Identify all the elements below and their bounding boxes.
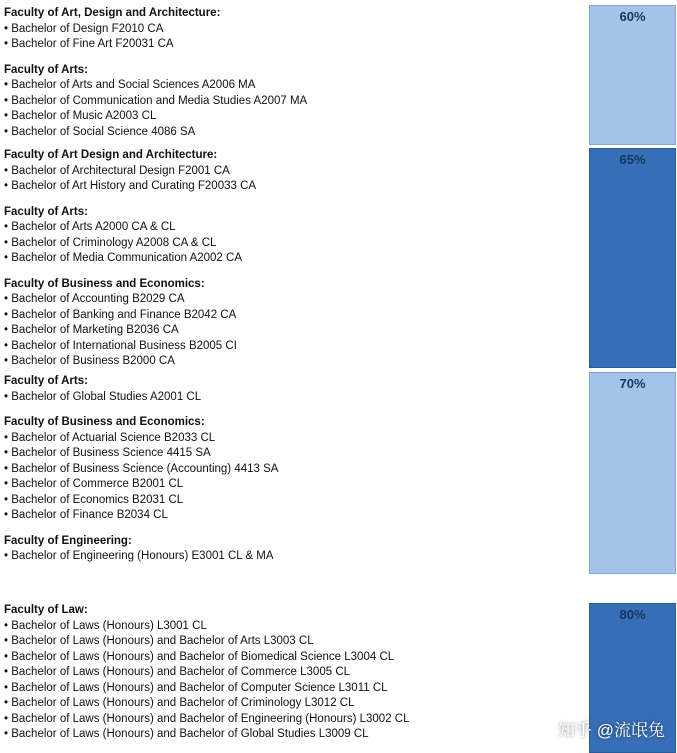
percent-box-70 bbox=[589, 372, 676, 574]
program-item: • Bachelor of Engineering (Honours) E3001 CL & MA bbox=[4, 549, 584, 565]
faculty-title: Faculty of Business and Economics: bbox=[4, 277, 205, 290]
percent-box-60 bbox=[589, 5, 676, 145]
faculty-title: Faculty of Business and Economics: bbox=[4, 416, 205, 428]
faculty-title: Faculty of Art, Design and Architecture: bbox=[4, 7, 221, 19]
faculty-title: Faculty of Engineering: bbox=[4, 534, 132, 547]
section-70 bbox=[0, 374, 677, 574]
program-item: • Bachelor of Business Science 4415 SA bbox=[4, 446, 584, 462]
section-65 bbox=[0, 148, 677, 368]
program-item: • Bachelor of Laws (Honours) and Bachelor of Global Studies L3009 CL bbox=[4, 727, 584, 743]
program-item: • Bachelor of Design F2010 CA bbox=[4, 22, 584, 38]
faculty-title: Faculty of Arts: bbox=[4, 205, 88, 218]
faculty-title: Faculty of Arts: bbox=[4, 63, 88, 76]
program-item: • Bachelor of Laws (Honours) and Bachelor of Computer Science L3011 CL bbox=[4, 681, 584, 697]
program-item: • Bachelor of Music A2003 CL bbox=[4, 109, 584, 125]
program-item: • Bachelor of Banking and Finance B2042 CA bbox=[4, 308, 584, 324]
section-content bbox=[4, 148, 584, 380]
section-60 bbox=[0, 6, 677, 142]
program-item: • Bachelor of Laws (Honours) and Bachelor of Biomedical Science L3004 CL bbox=[4, 650, 584, 666]
program-item: • Bachelor of Laws (Honours) and Bachelor of Commerce L3005 CL bbox=[4, 665, 584, 681]
percent-box-65 bbox=[589, 148, 676, 368]
program-item: • Bachelor of Laws (Honours) and Bachelor of Arts L3003 CL bbox=[4, 634, 584, 650]
faculty-block bbox=[4, 277, 584, 370]
program-item: • Bachelor of Architectural Design F2001 CA bbox=[4, 164, 584, 180]
percent-label: 70% bbox=[619, 376, 646, 391]
faculty-block bbox=[4, 534, 584, 565]
faculty-block bbox=[4, 148, 584, 195]
program-item: • Bachelor of Media Communication A2002 CA bbox=[4, 251, 584, 267]
program-item: • Bachelor of Criminology A2008 CA & CL bbox=[4, 236, 584, 252]
program-item: • Bachelor of Finance B2034 CL bbox=[4, 508, 584, 524]
program-item: • Bachelor of Laws (Honours) L3001 CL bbox=[4, 619, 584, 635]
program-item: • Bachelor of Actuarial Science B2033 CL bbox=[4, 431, 584, 447]
faculty-block bbox=[4, 603, 584, 743]
faculty-block bbox=[4, 374, 584, 405]
faculty-title: Faculty of Arts: bbox=[4, 375, 88, 387]
program-item: • Bachelor of Laws (Honours) and Bachelor of Engineering (Honours) L3002 CL bbox=[4, 712, 584, 728]
watermark-text: 知乎 @流氓兔 bbox=[558, 721, 665, 740]
program-item: • Bachelor of International Business B2005 CI bbox=[4, 339, 584, 355]
program-item: • Bachelor of Arts and Social Sciences A2006 MA bbox=[4, 78, 584, 94]
percent-label: 80% bbox=[619, 607, 646, 622]
program-item: • Bachelor of Social Science 4086 SA bbox=[4, 125, 584, 141]
section-content bbox=[4, 603, 584, 753]
program-item: • Bachelor of Communication and Media Studies A2007 MA bbox=[4, 94, 584, 110]
section-content bbox=[4, 6, 584, 150]
program-item: • Bachelor of Marketing B2036 CA bbox=[4, 323, 584, 339]
faculty-title: Faculty of Art Design and Architecture: bbox=[4, 149, 218, 161]
faculty-block bbox=[4, 205, 584, 267]
program-item: • Bachelor of Business B2000 CA bbox=[4, 354, 584, 370]
percent-label: 60% bbox=[619, 9, 646, 24]
faculty-title: Faculty of Law: bbox=[4, 604, 88, 616]
faculty-block bbox=[4, 6, 584, 53]
program-item: • Bachelor of Business Science (Accounting) 4413 SA bbox=[4, 462, 584, 478]
program-item: • Bachelor of Commerce B2001 CL bbox=[4, 477, 584, 493]
faculty-block bbox=[4, 415, 584, 524]
program-item: • Bachelor of Laws (Honours) and Bachelor of Criminology L3012 CL bbox=[4, 696, 584, 712]
program-item: • Bachelor of Global Studies A2001 CL bbox=[4, 390, 584, 406]
program-item: • Bachelor of Art History and Curating F20033 CA bbox=[4, 179, 584, 195]
program-item: • Bachelor of Arts A2000 CA & CL bbox=[4, 220, 584, 236]
program-item: • Bachelor of Accounting B2029 CA bbox=[4, 292, 584, 308]
faculty-block bbox=[4, 63, 584, 141]
program-item: • Bachelor of Fine Art F20031 CA bbox=[4, 37, 584, 53]
percent-label: 65% bbox=[619, 152, 646, 167]
program-item: • Bachelor of Economics B2031 CL bbox=[4, 493, 584, 509]
section-content bbox=[4, 374, 584, 575]
